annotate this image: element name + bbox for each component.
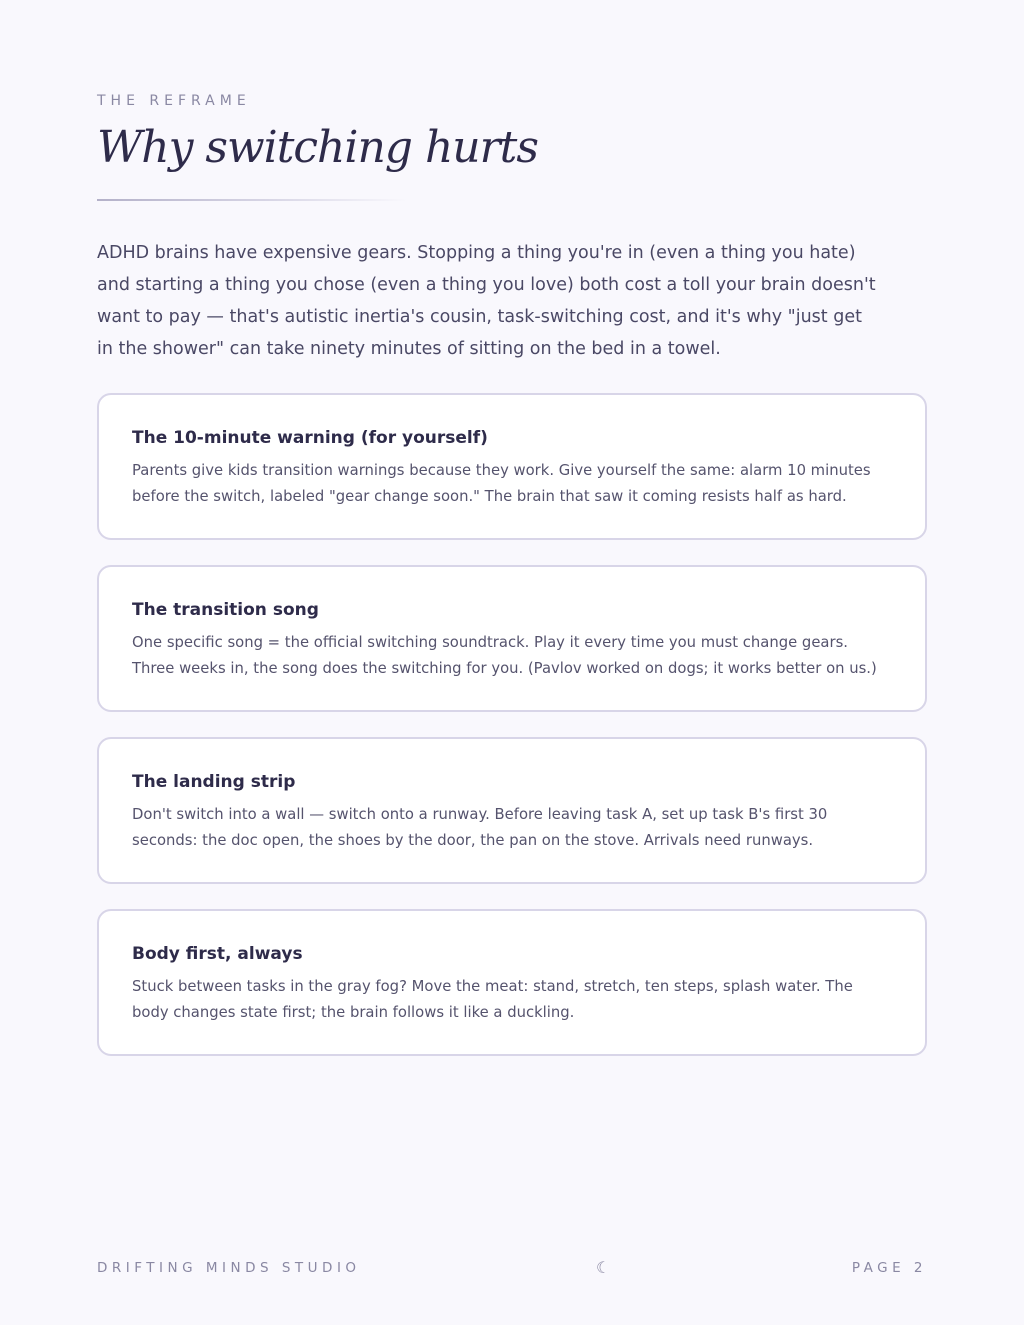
tips-list xyxy=(97,393,927,1081)
tip-card-body: Don't switch into a wall — switch onto a runway. Before leaving task A, set up task B's first 30 seconds: the doc open, the shoes by the door, the pan on the stove. Arrivals need runways. xyxy=(132,806,828,849)
intro-paragraph: ADHD brains have expensive gears. Stopping a thing you're in (even a thing you hate) and starting a thing you chose (even a thing you love) both cost a toll your brain doesn't want to pay — that's autistic inertia's cousin, task-switching cost, and it's why "just get in the shower" can take ninety minutes of sitting on the bed in a towel. xyxy=(97,243,876,359)
page-title: Why switching hurts xyxy=(97,122,538,173)
tip-card-title: The transition song xyxy=(132,600,319,620)
title-divider xyxy=(97,199,407,201)
tip-card-title: Body first, always xyxy=(132,944,303,964)
page-number: PAGE 2 xyxy=(851,1260,927,1276)
tip-card-song xyxy=(97,565,927,712)
section-eyebrow: THE REFRAME xyxy=(97,93,251,109)
page-footer xyxy=(97,1260,927,1280)
tip-card-landing-strip xyxy=(97,737,927,884)
moon-icon: ☾ xyxy=(596,1258,611,1277)
tip-card-warning xyxy=(97,393,927,540)
studio-name: DRIFTING MINDS STUDIO xyxy=(97,1260,361,1276)
tip-card-title: The 10-minute warning (for yourself) xyxy=(132,428,488,448)
tip-card-title: The landing strip xyxy=(132,772,296,792)
tip-card-body-first xyxy=(97,909,927,1056)
tip-card-body: Parents give kids transition warnings because they work. Give yourself the same: alarm 10 minutes before the switch, labeled "gear change soon." The brain that saw it coming resists half as hard. xyxy=(132,462,871,505)
tip-card-body: One specific song = the official switching soundtrack. Play it every time you must change gears. Three weeks in, the song does the switching for you. (Pavlov worked on dogs; it works better on us.) xyxy=(132,634,877,677)
tip-card-body: Stuck between tasks in the gray fog? Move the meat: stand, stretch, ten steps, splash water. The body changes state first; the brain follows it like a duckling. xyxy=(132,978,853,1021)
